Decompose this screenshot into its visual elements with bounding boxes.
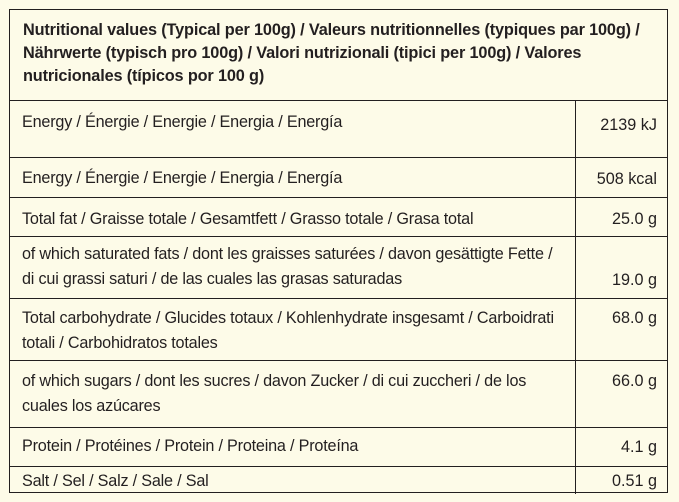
nutrition-table [9,9,668,493]
row-value: 25.0 g [575,198,667,236]
row-value: 66.0 g [575,361,667,427]
table-row-saturated-fats [10,237,667,299]
row-value: 68.0 g [575,299,667,360]
row-label: Total fat / Graisse totale / Gesamtfett / Grasso totale / Grasa total [22,210,474,228]
row-value: 2139 kJ [575,101,667,157]
row-value: 19.0 g [575,237,667,298]
table-header [10,10,667,101]
table-row-salt [10,467,667,494]
row-value: 4.1 g [575,428,667,466]
table-row-energy-kcal [10,158,667,198]
table-row-energy-kj [10,101,667,158]
row-label: of which saturated fats / dont les graisses saturées / davon gesättigte Fette / di cui grassi saturi / de las cuales las grasas saturadas [22,245,553,288]
row-label: of which sugars / dont les sucres / davon Zucker / di cui zuccheri / de los cuales los azúcares [22,372,527,415]
row-value: 508 kcal [575,158,667,197]
row-label: Total carbohydrate / Glucides totaux / Kohlenhydrate insgesamt / Carboidrati totali / Carbohidratos totales [22,309,554,352]
row-label: Energy / Énergie / Energie / Energia / Energía [22,113,343,131]
table-row-total-fat [10,198,667,237]
row-label: Energy / Énergie / Energie / Energia / Energía [22,169,343,187]
table-row-sugars [10,361,667,428]
table-row-protein [10,428,667,467]
row-label: Protein / Protéines / Protein / Proteina / Proteína [22,437,359,455]
table-row-total-carbohydrate [10,299,667,361]
table-title: Nutritional values (Typical per 100g) / Valeurs nutritionnelles (typiques par 100g) / Nährwerte (typisch pro 100g) / Valori nutrizionali (tipici per 100g) / Valores nutricionales (típicos por 100 g) [23,21,640,85]
row-value: 0.51 g [575,467,667,494]
row-label: Salt / Sel / Salz / Sale / Sal [22,472,209,490]
